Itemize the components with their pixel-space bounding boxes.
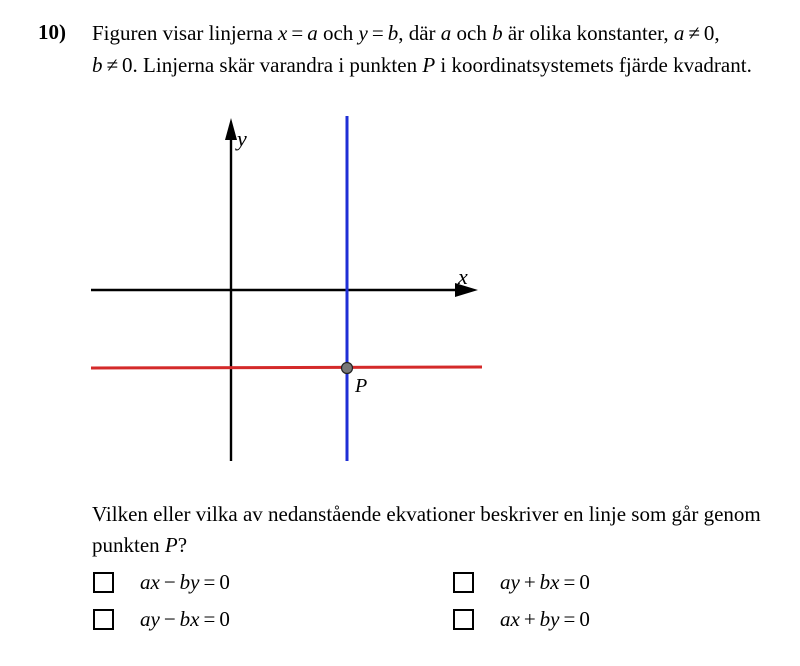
rhs: 0: [219, 570, 230, 594]
y-axis-label: y: [237, 126, 247, 151]
text-segment: Figuren visar linjerna: [92, 21, 273, 45]
option-2: [93, 607, 230, 632]
operator: +: [523, 607, 536, 631]
point-p-marker: [342, 363, 353, 374]
equals-sign: =: [563, 607, 576, 631]
coef: b: [179, 570, 191, 594]
option-1-equation: [140, 570, 230, 595]
zero: 0: [122, 53, 133, 77]
const-a: a: [673, 21, 685, 45]
x-axis-label: x: [458, 264, 468, 289]
question-line-1: Figuren visar linjerna x = a och y = b, där a och b är olika konstanter, a ≠ 0,: [92, 21, 720, 45]
var: x: [190, 607, 200, 631]
const-b: b: [387, 21, 399, 45]
text-segment: och: [456, 21, 487, 45]
text-segment: punkten: [92, 533, 160, 557]
coef: b: [539, 607, 551, 631]
var: y: [190, 570, 200, 594]
line-y-equals-b: [91, 367, 482, 368]
equals-sign: =: [371, 21, 384, 45]
text-segment: ?: [177, 533, 188, 557]
var: y: [150, 607, 160, 631]
const-b: b: [92, 53, 103, 77]
var: x: [550, 570, 560, 594]
const-a: a: [307, 21, 318, 45]
option-3: [453, 570, 590, 595]
operator: +: [523, 570, 536, 594]
equals-sign: =: [203, 607, 216, 631]
option-4-checkbox[interactable]: [453, 609, 474, 630]
var: y: [510, 570, 520, 594]
not-equal-sign: ≠: [688, 21, 700, 45]
coef: a: [140, 607, 151, 631]
option-2-checkbox[interactable]: [93, 609, 114, 630]
var-x: x: [278, 21, 288, 45]
point-p: P: [422, 53, 436, 77]
point-p-label: P: [355, 375, 368, 397]
coef: a: [500, 607, 511, 631]
var-y: y: [358, 21, 368, 45]
const-a: a: [440, 21, 452, 45]
point-p: P: [164, 533, 178, 557]
prompt-line-2: [92, 533, 187, 558]
zero: 0: [703, 21, 715, 45]
const-b: b: [492, 21, 503, 45]
equals-sign: =: [291, 21, 304, 45]
question-number: 10): [38, 20, 66, 44]
operator: −: [163, 607, 176, 631]
var: y: [550, 607, 560, 631]
coef: a: [500, 570, 511, 594]
option-4-equation: [500, 607, 590, 632]
coef: b: [179, 607, 191, 631]
coef: a: [140, 570, 151, 594]
option-2-equation: [140, 607, 230, 632]
coef: b: [539, 570, 551, 594]
operator: −: [163, 570, 176, 594]
equals-sign: =: [563, 570, 576, 594]
rhs: 0: [579, 570, 590, 594]
rhs: 0: [219, 607, 230, 631]
option-1-checkbox[interactable]: [93, 572, 114, 593]
option-3-checkbox[interactable]: [453, 572, 474, 593]
prompt-line-1: Vilken eller vilka av nedanstående ekvationer beskriver en linje som går genom: [92, 502, 761, 526]
text-segment: Linjerna skär varandra i punkten: [143, 53, 418, 77]
text-segment: är olika konstanter,: [507, 21, 669, 45]
question-line-2: b ≠ 0. Linjerna skär varandra i punkten P i koordinatsystemets fjärde kvadrant.: [92, 53, 752, 77]
text-segment: , där: [398, 21, 436, 45]
y-axis-arrow: [225, 118, 237, 140]
text-segment: i koordinatsystemets fjärde kvadrant.: [440, 53, 752, 77]
var: x: [150, 570, 160, 594]
text-segment: och: [322, 21, 354, 45]
equals-sign: =: [203, 570, 216, 594]
option-1: [93, 570, 230, 595]
rhs: 0: [579, 607, 590, 631]
option-3-equation: [500, 570, 590, 595]
option-4: [453, 607, 590, 632]
var: x: [510, 607, 520, 631]
not-equal-sign: ≠: [106, 53, 119, 77]
